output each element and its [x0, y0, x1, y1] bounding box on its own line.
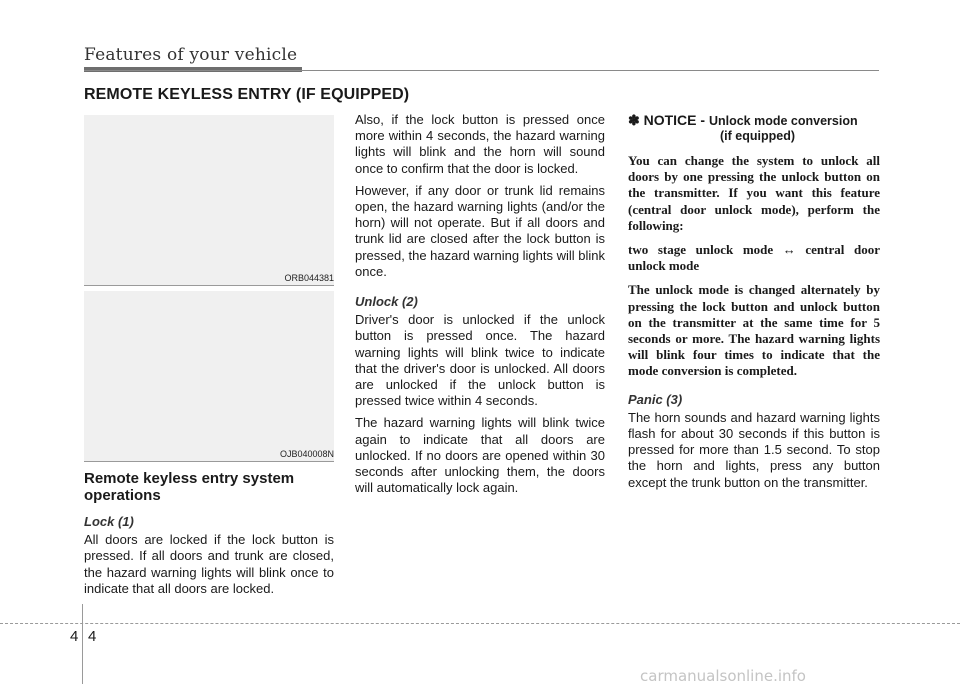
- section-title: REMOTE KEYLESS ENTRY (IF EQUIPPED): [84, 86, 410, 103]
- panic-text: The horn sounds and hazard warning lights flash for about 30 seconds if this button is pressed for more than 1.5 second. To stop the horn and lights, press any button except the trunk button on the transmitter.: [628, 409, 880, 490]
- watermark: carmanualsonline.info: [640, 667, 806, 685]
- running-header: Features of your vehicle: [84, 45, 298, 65]
- column-1: [84, 470, 334, 603]
- column-3: [628, 112, 880, 497]
- paragraph: Also, if the lock button is pressed once more within 4 seconds, the hazard warning lights will blink and the horn will sound once to confirm that the door is locked.: [355, 112, 605, 176]
- paragraph: However, if any door or trunk lid remains open, the hazard warning lights (and/or the horn) will not operate. But if all doors and trunk lid are closed after the lock button is pressed, the hazard warning lights will blink once.: [355, 182, 606, 279]
- unlock-title: Unlock (2): [355, 294, 418, 310]
- chapter-number: 4: [70, 628, 79, 645]
- paragraph: The hazard warning lights will blink twice again to indicate that all doors are unlocked. If no doors are opened within 30 seconds after unlocking them, the doors will automatically lock again.: [355, 415, 605, 496]
- figure-code: OJB040008N: [279, 449, 334, 459]
- paragraph: Driver's door is unlocked if the unlock button is pressed once. The hazard warning lights will blink twice to indicate that the driver's door is unlocked. All doors are unlocked if the unlock button is pressed twice within 4 seconds.: [355, 312, 605, 409]
- figure-transmitter-buttons: [84, 291, 334, 462]
- figure-transmitter: [84, 115, 334, 286]
- notice-title: [628, 112, 880, 129]
- notice-subtitle: (if equipped): [720, 129, 795, 143]
- notice-paragraph: You can change the system to unlock all doors by one pressing the unlock button on the transmitter. If you want this feature (central door unlock mode), perform the following:: [628, 153, 880, 233]
- subsection-heading: Remote keyless entry system operations: [84, 470, 295, 504]
- footer-rule: [0, 623, 960, 624]
- lock-text: All doors are locked if the lock button is pressed. If all doors and trunk are closed, the hazard warning lights will blink once to indicate that all doors are locked.: [84, 532, 334, 596]
- notice-body: [628, 153, 880, 380]
- notice-mark: ✽ NOTICE -: [628, 112, 709, 128]
- notice-heading: Unlock mode conversion: [708, 114, 858, 128]
- lock-title: Lock (1): [84, 514, 134, 529]
- notice-paragraph: The unlock mode is changed alternately by pressing the lock button and unlock button on the transmitter at the same time for 5 seconds or more. The hazard warning lights will blink four times to indicate that the mode conversion is completed.: [628, 282, 880, 379]
- panic-title: Panic (3): [628, 391, 683, 407]
- page-number: 4: [88, 628, 97, 645]
- footer-divider: [82, 604, 83, 684]
- notice-paragraph: two stage unlock mode ↔ central door unlock mode: [628, 242, 880, 274]
- header-rule-thin: [84, 70, 879, 71]
- column-2: [355, 112, 605, 502]
- figure-code: ORB044381: [284, 273, 334, 283]
